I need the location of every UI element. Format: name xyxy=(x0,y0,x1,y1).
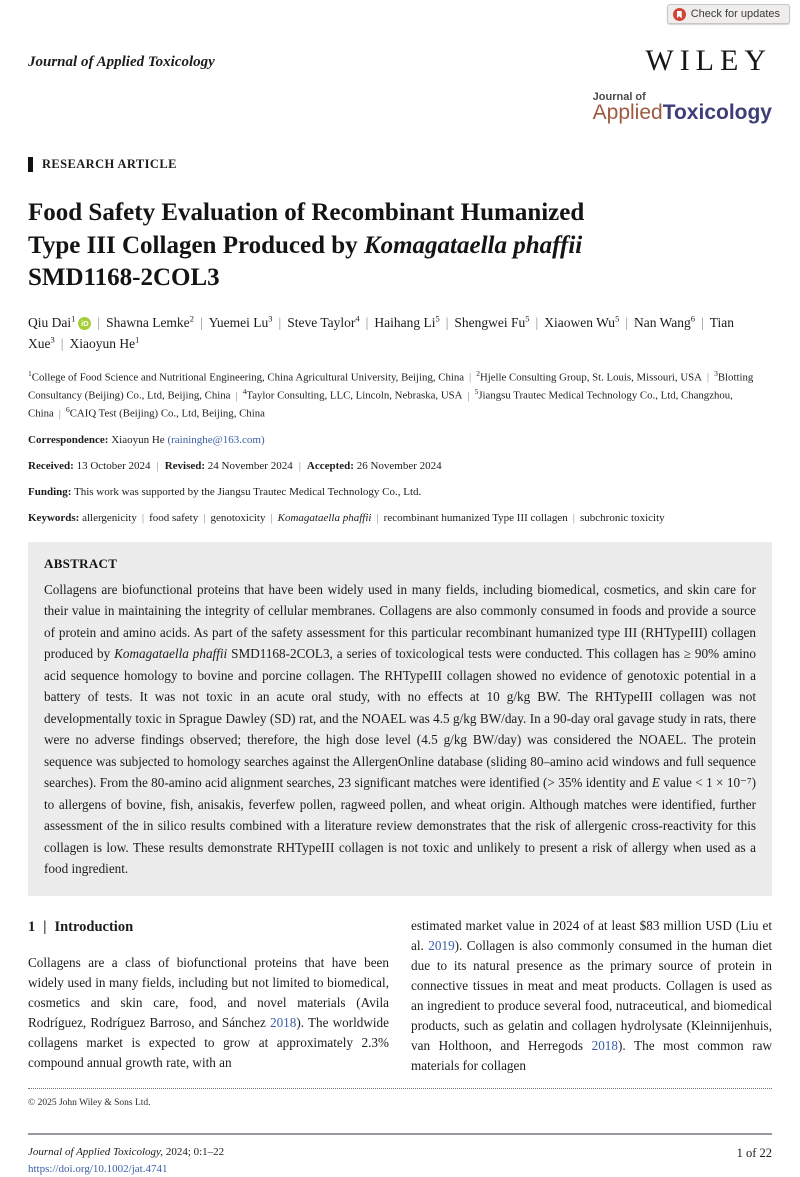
copyright-line: © 2025 John Wiley & Sons Ltd. xyxy=(28,1098,151,1109)
title-line-2: Type III Collagen Produced by Komagataella phaffii xyxy=(28,231,583,259)
footer-rule xyxy=(28,1133,772,1135)
wiley-logo: WILEY xyxy=(645,44,772,77)
page-header xyxy=(28,0,772,124)
correspondence-email-link[interactable]: (raininghe@163.com) xyxy=(167,433,265,446)
footnote-divider xyxy=(28,1088,772,1089)
abstract-box xyxy=(28,542,772,896)
author-list: Qiu Dai$^1$ iD | Shawna Lemke$^2$ | Yuemei Lu$^3$ | Steve Taylor$^4$ | Haihang Li$^5$ | Shengwei Fu$^5$ | Xiaowen Wu$^5$ | Nan Wang$^6$ | Tian Xue$^3$ | Xiaoyun He$^1$ xyxy=(28,313,735,352)
affiliation: Jiangsu Trautec Medical Technology Co., Ltd, Changzhou, China xyxy=(28,389,733,421)
abstract-heading: ABSTRACT xyxy=(44,555,118,571)
orcid-icon[interactable]: iD xyxy=(78,317,91,330)
title-line-1: Food Safety Evaluation of Recombinant Humanized xyxy=(28,199,585,227)
intro-paragraph-left: Collagens are a class of biofunctional proteins that have been widely used in many fields, including but not limited to biomedical, cosmetics and skin care, food, and novel materials (Avila Rodríguez, Rodríguez Barroso, and Sánchez 2018). The worldwide collagens market is expected to grow at approximately 2.3% compound annual growth rate, with an xyxy=(28,954,390,1071)
journal-logo-line1: Journal of xyxy=(592,91,646,103)
article-title xyxy=(28,197,772,295)
page-number: 1 of 22 xyxy=(736,1146,772,1161)
species-name: Komagataella phaffii xyxy=(363,231,583,259)
footer-journal-line: Journal of Applied Toxicology, 2024; 0:1–22 xyxy=(28,1146,225,1159)
affiliation: Hjelle Consulting Group, St. Louis, Missouri, USA xyxy=(479,371,702,384)
journal-logo-toxicology: Toxicology xyxy=(662,101,772,124)
publisher-brand xyxy=(593,44,772,124)
intro-paragraph-right: estimated market value in 2024 of at least $83 million USD (Liu et al. 2019). Collagen is also commonly consumed in the human diet due to its natural presence as the primary source of protein in connective tissues in meat and meat products. Collagen is used as an ingredient to produce several food, nutraceutical, and biomedical products, such as gelatin and collagen hydrolysate (Kleinnijenhuis, van Holthoon, and Herregods 2018). The most common raw materials for collagen xyxy=(411,917,772,1074)
title-line-3: SMD1168-2COL3 xyxy=(28,264,220,292)
keyword: allergenicity xyxy=(82,511,137,524)
right-column xyxy=(411,916,772,1077)
affiliation: Blotting Consultancy (Beijing) Co., Ltd, Beijing, China xyxy=(28,371,754,402)
journal-logo xyxy=(593,91,772,124)
journal-logo-applied: Applied xyxy=(592,101,663,124)
article-type-label: RESEARCH ARTICLE xyxy=(42,157,177,172)
correspondence-line: Correspondence: Xiaoyun He (raininghe@163.com) xyxy=(28,433,265,446)
check-for-updates-button[interactable] xyxy=(667,4,790,24)
running-head: Journal of Applied Toxicology xyxy=(28,54,215,70)
affiliation: College of Food Science and Nutritional Engineering, China Agricultural University, Beijing, China xyxy=(31,371,465,384)
keyword: Komagataella phaffii xyxy=(277,511,372,524)
author: Yuemei Lu$^3$ xyxy=(208,313,273,330)
author: Shengwei Fu$^5$ xyxy=(454,313,530,330)
crossmark-icon xyxy=(673,8,686,21)
section-heading-introduction: 1 | Introduction xyxy=(28,918,134,935)
citation-link[interactable]: 2018 xyxy=(591,1038,618,1054)
article-type xyxy=(28,157,772,172)
citation-link[interactable]: 2018 xyxy=(269,1014,297,1030)
doi-link[interactable]: https://doi.org/10.1002/jat.4741 xyxy=(28,1162,168,1175)
author: Tian Xue$^3$ xyxy=(28,314,735,352)
author: Xiaowen Wu$^5$ xyxy=(544,313,620,330)
funding-line: Funding: This work was supported by the Jiangsu Trautec Medical Technology Co., Ltd. xyxy=(28,485,422,498)
affiliations: $^1$College of Food Science and Nutritional Engineering, China Agricultural University, Beijing, China | $^2$Hjelle Consulting Group, St. Louis, Missouri, USA | $^3$Blotting Consultancy (Beijing) Co., Ltd, Beijing, China | $^4$Taylor Consulting, LLC, Lincoln, Nebraska, USA | $^5$Jiangsu Trautec Medical Technology Co., Ltd, Changzhou, China | $^6$CAIQ Test (Beijing) Co., Ltd, Beijing, China xyxy=(28,368,754,421)
history-line: Received: 13 October 2024 | Revised: 24 November 2024 | Accepted: 26 November 2024 xyxy=(28,459,442,472)
author: Xiaoyun He$^1$ xyxy=(69,334,140,352)
keyword: recombinant humanized Type III collagen xyxy=(383,511,568,524)
check-for-updates-label: Check for updates xyxy=(690,8,780,20)
species-name: Komagataella phaffii xyxy=(114,646,228,662)
article-type-bar xyxy=(28,157,33,172)
affiliation: Taylor Consulting, LLC, Lincoln, Nebraska, USA xyxy=(246,389,463,402)
abstract-text: Collagens are biofunctional proteins that have been widely used in many fields, including biomedical, cosmetics, and skin care for their value in maintaining the integrity of cellular membranes. Collagens are also commonly consumed in foods and provide a source of protein and amino acids. As part of the safety assessment for this particular recombinant humanized type III (RHTypeIII) collagen produced by Komagataella phaffii SMD1168-2COL3, a series of toxicological tests were conducted. This collagen has ≥ 90% amino acid sequence homology to bovine and porcine collagen. The RHTypeIII collagen showed no evidence of genotoxic potential in a battery of tests. It was not toxic in an acute oral study, with no effects at 10 g/kg BW. The RHTypeIII collagen was not developmentally toxic in Sprague Dawley (SD) rat, and the NOAEL was 4.5 g/kg BW/day. In a 90-day oral gavage study in rats, there were no adverse findings observed; therefore, the high dose level (4.5 g/kg BW/day) was considered the NOAEL. The protein sequence was subjected to homology searches against the AllergenOnline database (sliding 80–amino acid windows and full sequence searches). From the 80-amino acid alignment searches, 23 significant matches were identified (> 35% identity and E value < 1 × 10⁻⁷) to allergens of bovine, fish, anisakis, feverfew pollen, ragweed pollen, and wheat origin. Although matches were identified, further assessment of the in silico results combined with a literature review demonstrates that the risk of allergenic cross-reactivity for this collagen is low. These results demonstrate RHTypeIII collagen is not toxic and unlikely to present a risk of allergy when used as a food ingredient. xyxy=(44,581,756,877)
keyword: subchronic toxicity xyxy=(580,511,665,524)
keywords-line: Keywords: allergenicity | food safety | genotoxicity | Komagataella phaffii | recombinant humanized Type III collagen | subchronic toxicity xyxy=(28,511,665,524)
author: Qiu Dai$^1$ xyxy=(28,313,76,330)
keyword: genotoxicity xyxy=(210,511,266,524)
left-column xyxy=(28,916,389,1077)
citation-link[interactable]: 2019 xyxy=(428,937,455,953)
page-footer xyxy=(28,1144,772,1177)
keyword: food safety xyxy=(149,511,199,524)
author: Nan Wang$^6$ xyxy=(634,313,696,330)
author: Haihang Li$^5$ xyxy=(374,313,440,330)
author: Steve Taylor$^4$ xyxy=(287,313,360,330)
body-columns xyxy=(28,916,772,1077)
author: Shawna Lemke$^2$ xyxy=(106,313,194,330)
affiliation: CAIQ Test (Beijing) Co., Ltd, Beijing, China xyxy=(69,408,265,421)
